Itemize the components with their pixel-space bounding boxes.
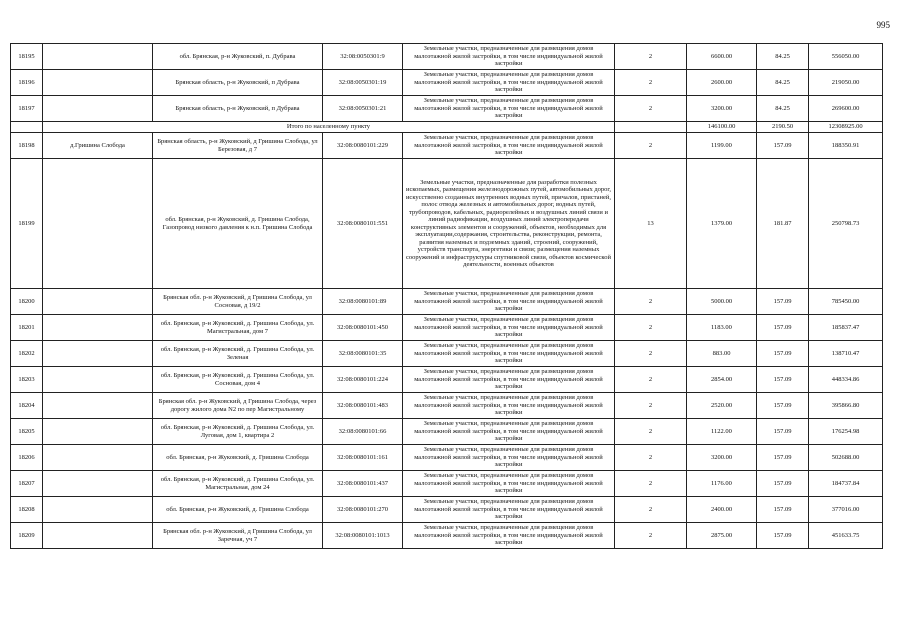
cell-area: 2520.00 — [687, 393, 757, 419]
cell-group: 2 — [615, 497, 687, 523]
cell-group: 2 — [615, 471, 687, 497]
page-number: 995 — [876, 20, 890, 30]
cell-address: обл. Брянская, р-н Жуковский, д. Гришина Слобода, ул. Сосновая, дом 4 — [153, 367, 323, 393]
cell-value: 451633.75 — [809, 523, 883, 549]
cell-number: 18198 — [11, 133, 43, 159]
cell-cadastral: 32:08:0080101:270 — [323, 497, 403, 523]
cell-number: 18201 — [11, 315, 43, 341]
cell-address: Брянская область, р-н Жуковский, п Дубрава — [153, 70, 323, 96]
cell-cadastral: 32:08:0080101:483 — [323, 393, 403, 419]
cell-land-use: Земельные участки, предназначенные для размещения домов малоэтажной жилой застройки, в том числе индивидуальной жилой застройки — [403, 133, 615, 159]
table-body — [11, 44, 883, 549]
cell-group: 2 — [615, 44, 687, 70]
cell-land-use: Земельные участки, предназначенные для размещения домов малоэтажной жилой застройки, в том числе индивидуальной жилой застройки — [403, 497, 615, 523]
cell-settlement — [43, 315, 153, 341]
table-row — [11, 159, 883, 289]
cell-number: 18207 — [11, 471, 43, 497]
table-row — [11, 133, 883, 159]
table-row — [11, 393, 883, 419]
cell-number — [11, 122, 43, 133]
table-row — [11, 471, 883, 497]
cell-address: обл. Брянская, р-н Жуковский, д. Гришина Слобода — [153, 445, 323, 471]
cell-land-use: Земельные участки, предназначенные для размещения домов малоэтажной жилой застройки, в том числе индивидуальной жилой застройки — [403, 523, 615, 549]
cell-address: обл. Брянская, р-н Жуковский, д. Гришина Слобода, ул. Зеленая — [153, 341, 323, 367]
cell-area: 6600.00 — [687, 44, 757, 70]
cell-price: 181.87 — [757, 159, 809, 289]
cell-area: 1199.00 — [687, 133, 757, 159]
cell-value: 395866.80 — [809, 393, 883, 419]
cell-price: 157.09 — [757, 289, 809, 315]
cell-address: Брянская обл. р-н Жуковский, д Гришина Слобода, ул Сосновая, д 19/2 — [153, 289, 323, 315]
cell-value: 448334.86 — [809, 367, 883, 393]
cell-area: 2600.00 — [687, 70, 757, 96]
cell-value: 502688.00 — [809, 445, 883, 471]
cell-address: Брянская обл. р-н Жуковский, д Гришина Слобода, ул Заречная, уч 7 — [153, 523, 323, 549]
cell-cadastral: 32:08:0050301:21 — [323, 96, 403, 122]
cell-number: 18196 — [11, 70, 43, 96]
cell-cadastral: 32:08:0080101:66 — [323, 419, 403, 445]
cell-land-use: Земельные участки, предназначенные для размещения домов малоэтажной жилой застройки, в том числе индивидуальной жилой застройки — [403, 315, 615, 341]
cell-cadastral: 32:08:0080101:35 — [323, 341, 403, 367]
cell-value: 188350.91 — [809, 133, 883, 159]
table-row — [11, 315, 883, 341]
cell-price: 157.09 — [757, 315, 809, 341]
cell-number: 18204 — [11, 393, 43, 419]
cell-land-use: Земельные участки, предназначенные для размещения домов малоэтажной жилой застройки, в том числе индивидуальной жилой застройки — [403, 419, 615, 445]
table-row — [11, 497, 883, 523]
cell-price: 84.25 — [757, 96, 809, 122]
cell-cadastral: 32:08:0080101:89 — [323, 289, 403, 315]
cell-address: обл. Брянская, р-н Жуковский, д. Гришина Слобода, ул. Магистральная, дом 24 — [153, 471, 323, 497]
table-row — [11, 419, 883, 445]
cell-value: 556050.00 — [809, 44, 883, 70]
cell-cadastral: 32:08:0080101:161 — [323, 445, 403, 471]
cell-group: 13 — [615, 159, 687, 289]
cell-area: 5000.00 — [687, 289, 757, 315]
cell-value: 219050.00 — [809, 70, 883, 96]
subtotal-label: Итого по населенному пункту — [43, 122, 615, 133]
cell-number: 18206 — [11, 445, 43, 471]
cell-value: 250798.73 — [809, 159, 883, 289]
cell-land-use: Земельные участки, предназначенные для размещения домов малоэтажной жилой застройки, в том числе индивидуальной жилой застройки — [403, 44, 615, 70]
cell-cadastral: 32:08:0050301:9 — [323, 44, 403, 70]
cell-settlement — [43, 96, 153, 122]
table-row — [11, 289, 883, 315]
subtotal-row — [11, 122, 883, 133]
cell-land-use: Земельные участки, предназначенные для размещения домов малоэтажной жилой застройки, в том числе индивидуальной жилой застройки — [403, 70, 615, 96]
cell-number: 18208 — [11, 497, 43, 523]
cell-address: обл. Брянская, р-н Жуковский, д. Гришина Слобода — [153, 497, 323, 523]
cell-land-use: Земельные участки, предназначенные для разработки полезных ископаемых, размещения железнодорожных путей, автомобильных дорог, искусственно созданных внутренних водных путей, причалов, пристаней, полос отвода железных и автомобильных дорог, водных путей, трубопроводов, кабельных, радиорелейных и воздушных линий связи и линий радиофикации, воздушных линий электропередачи конструктивных элементов и сооружений, объектов, необходимых для эксплуатации,содержания, строительства, реконструкции, ремонта, развития наземных и подземных зданий, строений, сооружений, устройств транспорта, энергетики и связи; размещения наземных сооружений и инфраструктуры спутниковой связи, объектов космической деятельности, военных объектов — [403, 159, 615, 289]
cell-settlement — [43, 70, 153, 96]
cell-number: 18209 — [11, 523, 43, 549]
cell-land-use: Земельные участки, предназначенные для размещения домов малоэтажной жилой застройки, в том числе индивидуальной жилой застройки — [403, 289, 615, 315]
cell-value: 176254.98 — [809, 419, 883, 445]
cell-group: 2 — [615, 341, 687, 367]
cell-land-use: Земельные участки, предназначенные для размещения домов малоэтажной жилой застройки, в том числе индивидуальной жилой застройки — [403, 393, 615, 419]
cell-number: 18200 — [11, 289, 43, 315]
cell-value: 184737.84 — [809, 471, 883, 497]
cell-number: 18205 — [11, 419, 43, 445]
cell-price: 157.09 — [757, 393, 809, 419]
cell-area: 2400.00 — [687, 497, 757, 523]
cell-address: Брянская область, р-н Жуковский, д Гришина Слобода, ул Березовая, д 7 — [153, 133, 323, 159]
cell-settlement — [43, 341, 153, 367]
cell-area: 1122.00 — [687, 419, 757, 445]
cell-number: 18195 — [11, 44, 43, 70]
cell-address: обл. Брянская, р-н Жуковский, п. Дубрава — [153, 44, 323, 70]
table-row — [11, 70, 883, 96]
cell-settlement — [43, 497, 153, 523]
cell-settlement — [43, 159, 153, 289]
cell-price: 157.09 — [757, 133, 809, 159]
cell-settlement: д.Гришина Слобода — [43, 133, 153, 159]
cell-settlement — [43, 419, 153, 445]
table-row — [11, 523, 883, 549]
cell-cadastral: 32:08:0050301:19 — [323, 70, 403, 96]
cell-value: 785450.00 — [809, 289, 883, 315]
cell-price: 157.09 — [757, 497, 809, 523]
cell-cadastral: 32:08:0080101:224 — [323, 367, 403, 393]
cell-settlement — [43, 445, 153, 471]
land-registry-table — [10, 43, 883, 549]
cell-cadastral: 32:08:0080101:1013 — [323, 523, 403, 549]
cell-address: Брянская область, р-н Жуковский, п Дубрава — [153, 96, 323, 122]
cell-land-use: Земельные участки, предназначенные для размещения домов малоэтажной жилой застройки, в том числе индивидуальной жилой застройки — [403, 367, 615, 393]
cell-value: 185837.47 — [809, 315, 883, 341]
cell-area: 1379.00 — [687, 159, 757, 289]
cell-area: 1176.00 — [687, 471, 757, 497]
cell-price: 157.09 — [757, 341, 809, 367]
subtotal-price: 2190.50 — [757, 122, 809, 133]
cell-address: обл. Брянская, р-н Жуковский, д. Гришина Слобода, ул. Луговая, дом 1, квартира 2 — [153, 419, 323, 445]
cell-group: 2 — [615, 289, 687, 315]
cell-area: 2875.00 — [687, 523, 757, 549]
cell-cadastral: 32:08:0080101:450 — [323, 315, 403, 341]
cell-price: 157.09 — [757, 523, 809, 549]
cell-address: Брянская обл. р-н Жуковский, д Гришина Слобода, через дорогу жилого дома N2 по пер Магистральному — [153, 393, 323, 419]
cell-area: 883.00 — [687, 341, 757, 367]
table-row — [11, 367, 883, 393]
cell-price: 84.25 — [757, 70, 809, 96]
cell-cadastral: 32:08:0080101:229 — [323, 133, 403, 159]
cell-area: 2854.00 — [687, 367, 757, 393]
cell-value: 377016.00 — [809, 497, 883, 523]
cell-number: 18199 — [11, 159, 43, 289]
table-row — [11, 341, 883, 367]
cell-group: 2 — [615, 523, 687, 549]
table-row — [11, 445, 883, 471]
cell-cadastral: 32:08:0080101:437 — [323, 471, 403, 497]
cell-price: 157.09 — [757, 419, 809, 445]
cell-settlement — [43, 471, 153, 497]
cell-group: 2 — [615, 367, 687, 393]
cell-value: 269600.00 — [809, 96, 883, 122]
cell-number: 18202 — [11, 341, 43, 367]
cell-number: 18203 — [11, 367, 43, 393]
cell-settlement — [43, 44, 153, 70]
cell-area: 3200.00 — [687, 445, 757, 471]
cell-cadastral: 32:08:0080101:551 — [323, 159, 403, 289]
cell-land-use: Земельные участки, предназначенные для размещения домов малоэтажной жилой застройки, в том числе индивидуальной жилой застройки — [403, 96, 615, 122]
cell-group: 2 — [615, 419, 687, 445]
cell-group — [615, 122, 687, 133]
cell-land-use: Земельные участки, предназначенные для размещения домов малоэтажной жилой застройки, в том числе индивидуальной жилой застройки — [403, 341, 615, 367]
cell-price: 157.09 — [757, 445, 809, 471]
cell-address: обл. Брянская, р-н Жуковский, д. Гришина Слобода, Газопровод низкого давления к н.п. Гришина Слобода — [153, 159, 323, 289]
table-row — [11, 44, 883, 70]
cell-area: 3200.00 — [687, 96, 757, 122]
cell-land-use: Земельные участки, предназначенные для размещения домов малоэтажной жилой застройки, в том числе индивидуальной жилой застройки — [403, 445, 615, 471]
cell-address: обл. Брянская, р-н Жуковский, д. Гришина Слобода, ул. Магистральная, дом 7 — [153, 315, 323, 341]
cell-price: 84.25 — [757, 44, 809, 70]
cell-settlement — [43, 289, 153, 315]
cell-group: 2 — [615, 393, 687, 419]
cell-group: 2 — [615, 70, 687, 96]
cell-group: 2 — [615, 445, 687, 471]
cell-price: 157.09 — [757, 471, 809, 497]
cell-number: 18197 — [11, 96, 43, 122]
cell-land-use: Земельные участки, предназначенные для размещения домов малоэтажной жилой застройки, в том числе индивидуальной жилой застройки — [403, 471, 615, 497]
cell-area: 1183.00 — [687, 315, 757, 341]
cell-price: 157.09 — [757, 367, 809, 393]
cell-group: 2 — [615, 133, 687, 159]
cell-group: 2 — [615, 315, 687, 341]
cell-settlement — [43, 523, 153, 549]
cell-settlement — [43, 393, 153, 419]
cell-settlement — [43, 367, 153, 393]
cell-group: 2 — [615, 96, 687, 122]
cell-value: 138710.47 — [809, 341, 883, 367]
subtotal-value: 12308925.00 — [809, 122, 883, 133]
table-row — [11, 96, 883, 122]
subtotal-area: 146100.00 — [687, 122, 757, 133]
